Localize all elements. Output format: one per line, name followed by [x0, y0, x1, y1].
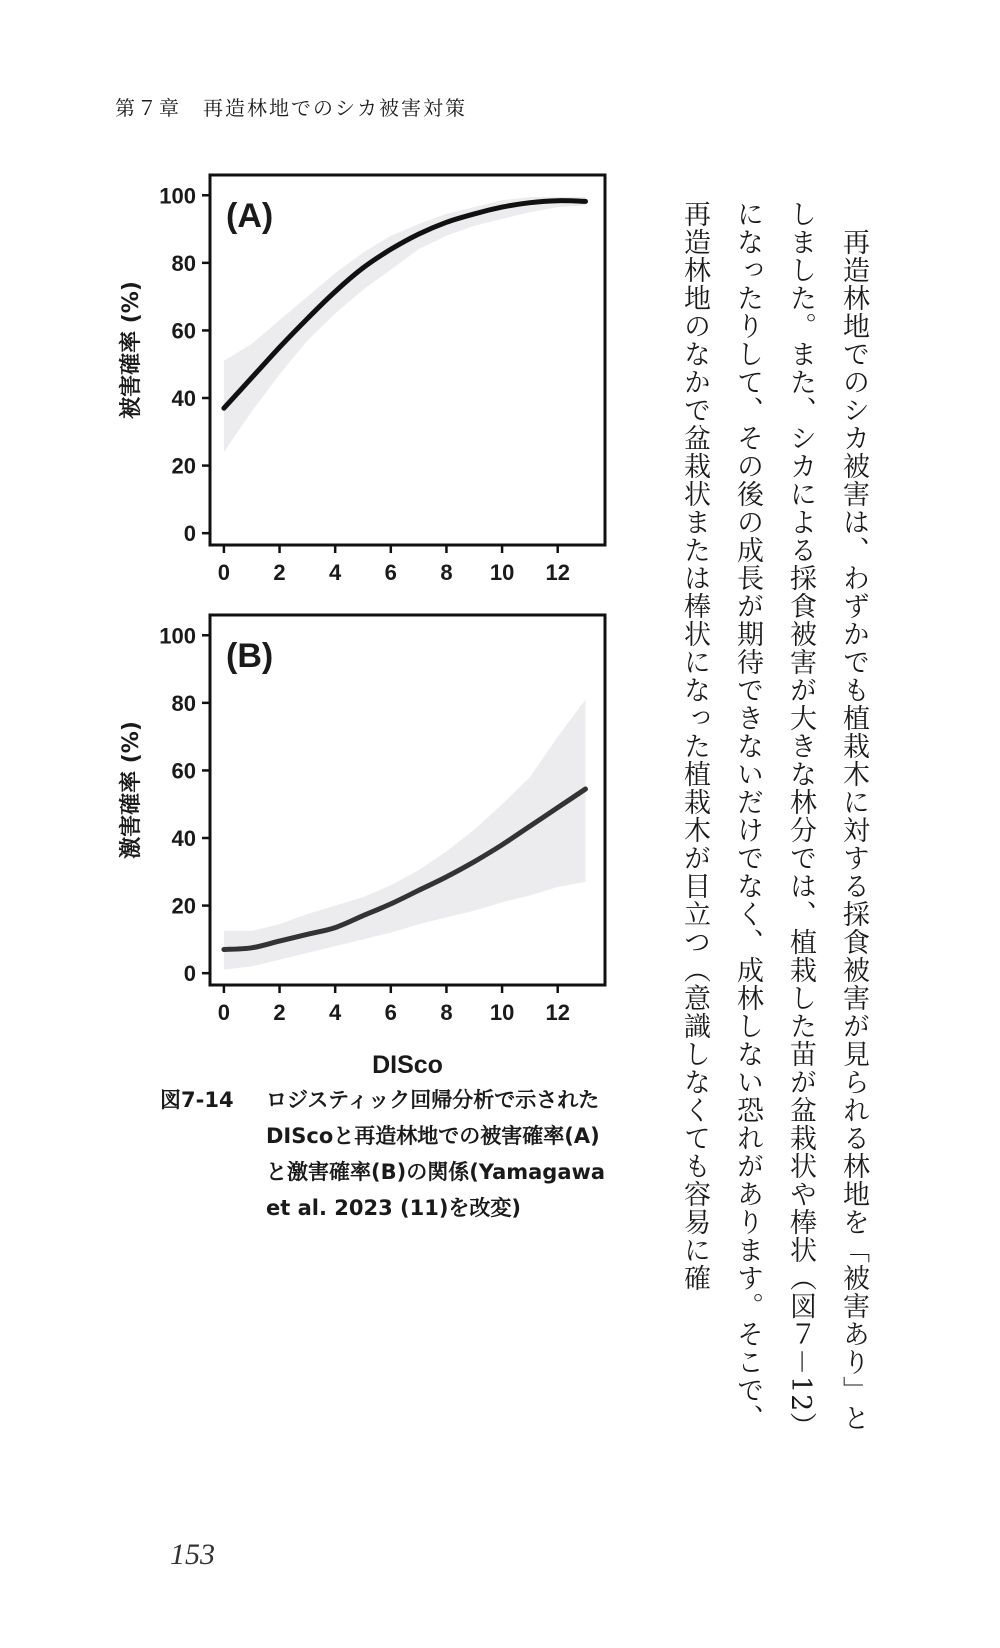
x-tick-label: 4 — [329, 560, 342, 585]
y-tick-label: 80 — [171, 690, 196, 716]
y-tick-label: 0 — [183, 521, 196, 547]
y-tick-label: 40 — [171, 386, 196, 412]
y-tick-label: 0 — [183, 961, 196, 987]
confidence-band — [224, 700, 586, 970]
chart-panel-b — [118, 615, 605, 1079]
body-text — [660, 200, 880, 1450]
x-tick-label: 10 — [489, 560, 515, 585]
x-tick-label: 0 — [217, 1000, 231, 1025]
caption-label: 図7-14 — [160, 1088, 234, 1112]
confidence-band — [224, 197, 586, 452]
x-tick-label: 12 — [545, 1000, 570, 1025]
panel-label: (A) — [226, 197, 274, 235]
x-tick-label: 2 — [273, 560, 286, 585]
x-tick-label: 4 — [329, 1000, 342, 1025]
x-tick-label: 12 — [545, 560, 570, 585]
y-tick-label: 100 — [159, 183, 196, 209]
x-tick-label: 8 — [440, 1000, 453, 1025]
x-tick-label: 10 — [489, 1000, 515, 1025]
running-head: 第７章 再造林地でのシカ被害対策 — [115, 96, 467, 120]
x-axis-title: DISco — [372, 1051, 443, 1079]
x-tick-label: 0 — [217, 560, 231, 585]
x-tick-label: 8 — [440, 560, 453, 585]
panel-label: (B) — [226, 637, 274, 675]
y-tick-label: 100 — [159, 623, 196, 649]
caption-text: ロジスティック回帰分析で示されたDIScoと再造林地での被害確率(A)と激害確率(B)の関係(Yamagawa et al. 2023 (11)を改変) — [266, 1088, 606, 1220]
y-tick-label: 40 — [171, 826, 196, 852]
x-tick-label: 6 — [384, 560, 397, 585]
y-tick-label: 80 — [171, 250, 196, 276]
y-tick-label: 20 — [171, 453, 196, 479]
page-number: 153 — [170, 1538, 215, 1571]
x-tick-label: 2 — [273, 1000, 286, 1025]
y-tick-label: 60 — [171, 758, 196, 784]
y-axis-title: 激害確率 (%) — [119, 721, 144, 859]
x-tick-label: 6 — [384, 1000, 397, 1025]
y-tick-label: 60 — [171, 318, 196, 344]
y-axis-title: 被害確率 (%) — [119, 281, 144, 419]
chart-panel-a — [118, 175, 605, 585]
body-paragraph: 再造林地でのシカ被害は、わずかでも植栽木に対する採食被害が見られる林地を「被害あり」としました。また、シカによる採食被害が大きな林分では、植栽した苗が盆栽状や棒状（図７－12）になったりして、その後の成長が期待できないだけでなく、成林しない恐れがあります。そこで、再造林地のなかで盆栽状または棒状になった植栽木が目立つ（意識しなくても容易に確 — [679, 200, 869, 1441]
y-tick-label: 20 — [171, 893, 196, 919]
